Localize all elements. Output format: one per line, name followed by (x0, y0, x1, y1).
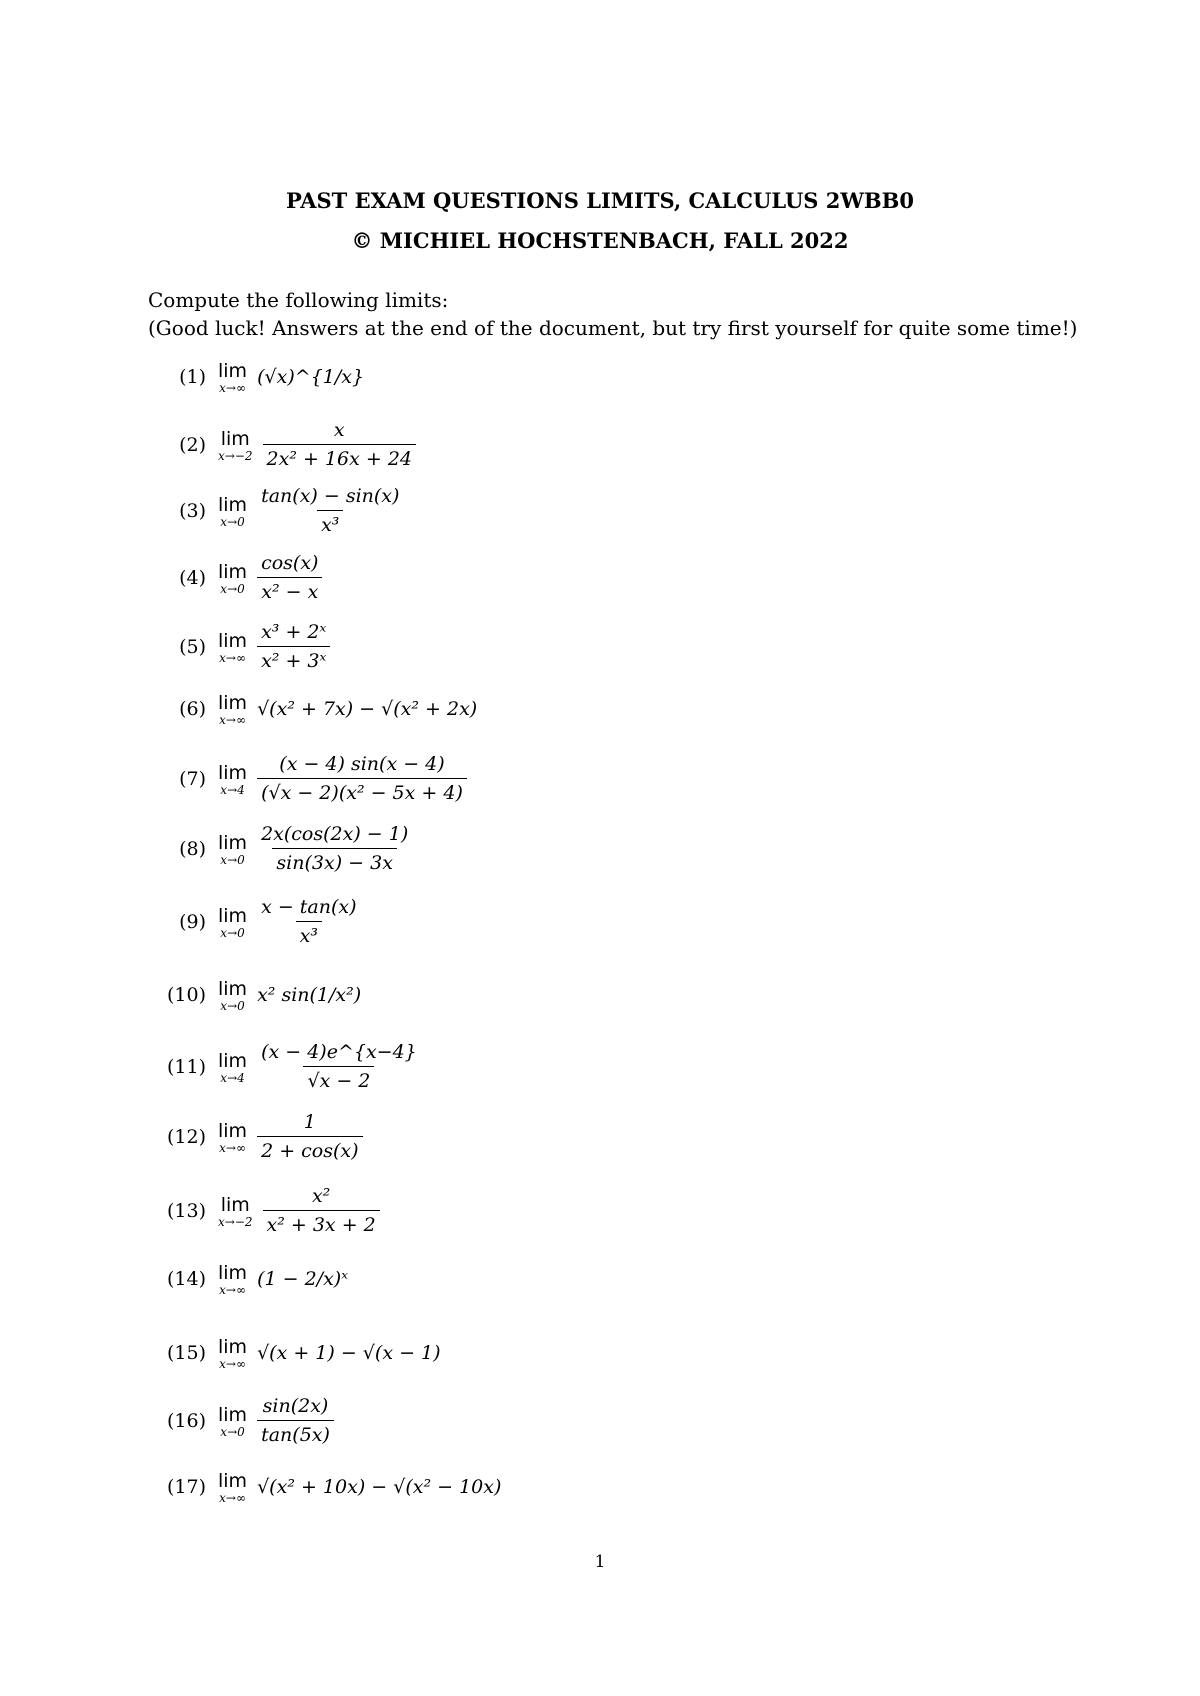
page-title: PAST EXAM QUESTIONS LIMITS, CALCULUS 2WBB0 (285, 188, 915, 213)
lim-word: lim (218, 560, 248, 583)
denominator: x² + 3ˣ (257, 646, 330, 673)
problem-4 (148, 551, 322, 604)
lim-word: lim (220, 1193, 250, 1216)
limit-operator (218, 978, 247, 1012)
limit-operator (218, 630, 247, 664)
denominator: x³ (317, 510, 343, 537)
problem-1 (148, 360, 364, 394)
intro-line-1: Compute the following limits: (148, 288, 449, 312)
problem-label: (10) (166, 984, 206, 1006)
limit-operator (218, 494, 247, 528)
limit-expression: x² sin(1/x²) (257, 984, 362, 1006)
fraction (257, 1110, 362, 1163)
numerator: 1 (303, 1111, 316, 1133)
problem-label: (15) (166, 1342, 206, 1364)
limit-expression: √(x² + 10x) − √(x² − 10x) (257, 1476, 502, 1498)
problem-6 (148, 692, 477, 726)
limit-subscript: x→0 (220, 999, 245, 1013)
limit-operator (218, 1050, 247, 1084)
fraction (257, 620, 330, 673)
limit-subscript: x→0 (220, 581, 245, 596)
limit-operator (218, 905, 247, 939)
fraction (257, 484, 403, 537)
problem-12 (148, 1110, 363, 1163)
lim-word: lim (218, 978, 248, 1000)
limit-subscript: x→−2 (218, 1214, 253, 1229)
limit-operator (218, 1194, 253, 1228)
limit-operator (218, 1120, 247, 1154)
problem-8 (148, 822, 412, 875)
problem-label: (2) (179, 433, 206, 456)
lim-word: lim (218, 1470, 248, 1492)
limit-operator (218, 762, 247, 796)
lim-word: lim (218, 629, 248, 652)
lim-word: lim (218, 1049, 248, 1072)
fraction (257, 1394, 334, 1447)
limit-operator (218, 692, 247, 726)
lim-word: lim (218, 692, 248, 714)
lim-word: lim (218, 831, 248, 854)
fraction (257, 822, 412, 875)
problem-11 (148, 1040, 421, 1093)
lim-word: lim (218, 493, 248, 516)
numerator: sin(2x) (262, 1395, 329, 1417)
problem-label: (12) (166, 1125, 206, 1148)
limit-operator (218, 428, 253, 462)
lim-word: lim (218, 1262, 248, 1284)
numerator: 2x(cos(2x) − 1) (261, 823, 409, 845)
limit-subscript: x→∞ (219, 713, 246, 727)
problem-label: (1) (179, 366, 206, 388)
fraction (257, 1040, 421, 1093)
lim-word: lim (218, 761, 248, 784)
problem-label: (11) (166, 1055, 206, 1078)
limit-expression: √(x² + 7x) − √(x² + 2x) (257, 698, 478, 720)
limit-subscript: x→0 (220, 514, 245, 529)
denominator: x³ (296, 921, 322, 948)
limit-subscript: x→0 (220, 925, 245, 940)
limit-subscript: x→0 (220, 852, 245, 867)
denominator: (√x − 2)(x² − 5x + 4) (257, 778, 467, 805)
denominator: x² − x (257, 577, 322, 604)
lim-word: lim (218, 904, 248, 927)
fraction (257, 551, 322, 604)
problem-label: (14) (166, 1268, 206, 1290)
problem-9 (148, 895, 361, 948)
problem-label: (8) (179, 837, 206, 860)
limit-expression: √(x + 1) − √(x − 1) (257, 1342, 441, 1364)
lim-word: lim (220, 427, 250, 450)
problem-5 (148, 620, 330, 673)
numerator: tan(x) − sin(x) (261, 485, 400, 507)
lim-word: lim (218, 1336, 248, 1358)
fraction (263, 1184, 380, 1237)
problem-16 (148, 1394, 334, 1447)
numerator: x² (311, 1185, 331, 1207)
limit-subscript: x→4 (220, 782, 245, 797)
limit-subscript: x→∞ (219, 381, 246, 395)
page-subtitle: © MICHIEL HOCHSTENBACH, FALL 2022 (351, 228, 849, 253)
denominator: sin(3x) − 3x (272, 848, 397, 875)
fraction (257, 752, 467, 805)
fraction (257, 895, 360, 948)
limit-operator (218, 832, 247, 866)
problem-label: (6) (179, 698, 206, 720)
denominator: 2x² + 16x + 24 (263, 444, 417, 471)
limit-operator (218, 1262, 247, 1296)
numerator: x − tan(x) (261, 896, 357, 918)
problem-label: (13) (166, 1199, 206, 1222)
limit-expression: (√x)^{1/x} (257, 366, 365, 388)
problem-3 (148, 484, 403, 537)
numerator: x³ + 2ˣ (261, 621, 327, 643)
fraction (263, 418, 417, 471)
problem-label: (7) (179, 767, 206, 790)
limit-operator (218, 1470, 247, 1504)
problem-13 (148, 1184, 380, 1237)
denominator: √x − 2 (303, 1066, 374, 1093)
problem-label: (4) (179, 566, 206, 589)
limit-subscript: x→∞ (219, 1140, 246, 1155)
limit-operator (218, 1404, 247, 1438)
limit-subscript: x→∞ (219, 1357, 246, 1371)
lim-word: lim (218, 1119, 248, 1142)
denominator: tan(5x) (257, 1420, 334, 1447)
limit-subscript: x→∞ (219, 1283, 246, 1297)
problem-10 (148, 978, 361, 1012)
numerator: cos(x) (261, 552, 319, 574)
denominator: x² + 3x + 2 (263, 1210, 380, 1237)
denominator: 2 + cos(x) (257, 1136, 362, 1163)
lim-word: lim (218, 1403, 248, 1426)
problem-7 (148, 752, 467, 805)
numerator: (x − 4) sin(x − 4) (279, 753, 445, 775)
numerator: x (333, 419, 345, 441)
page-number: 1 (594, 1552, 606, 1572)
problem-2 (148, 418, 416, 471)
numerator: (x − 4)e^{x−4} (261, 1041, 417, 1063)
limit-subscript: x→−2 (218, 448, 253, 463)
limit-subscript: x→4 (220, 1070, 245, 1085)
problem-17 (148, 1470, 501, 1504)
limit-operator (218, 360, 247, 394)
intro-line-2: (Good luck! Answers at the end of the document, but try first yourself for quite some time!) (148, 316, 1078, 340)
limit-expression: (1 − 2/x)ˣ (257, 1268, 348, 1290)
problem-14 (148, 1262, 348, 1296)
limit-subscript: x→∞ (219, 1491, 246, 1505)
limit-subscript: x→∞ (219, 650, 246, 665)
problem-label: (5) (179, 635, 206, 658)
limit-operator (218, 561, 247, 595)
problem-label: (9) (179, 910, 206, 933)
problem-15 (148, 1336, 441, 1370)
limit-subscript: x→0 (220, 1424, 245, 1439)
problem-label: (3) (179, 499, 206, 522)
problem-label: (16) (166, 1409, 206, 1432)
limit-operator (218, 1336, 247, 1370)
problem-label: (17) (166, 1476, 206, 1498)
lim-word: lim (218, 360, 248, 382)
